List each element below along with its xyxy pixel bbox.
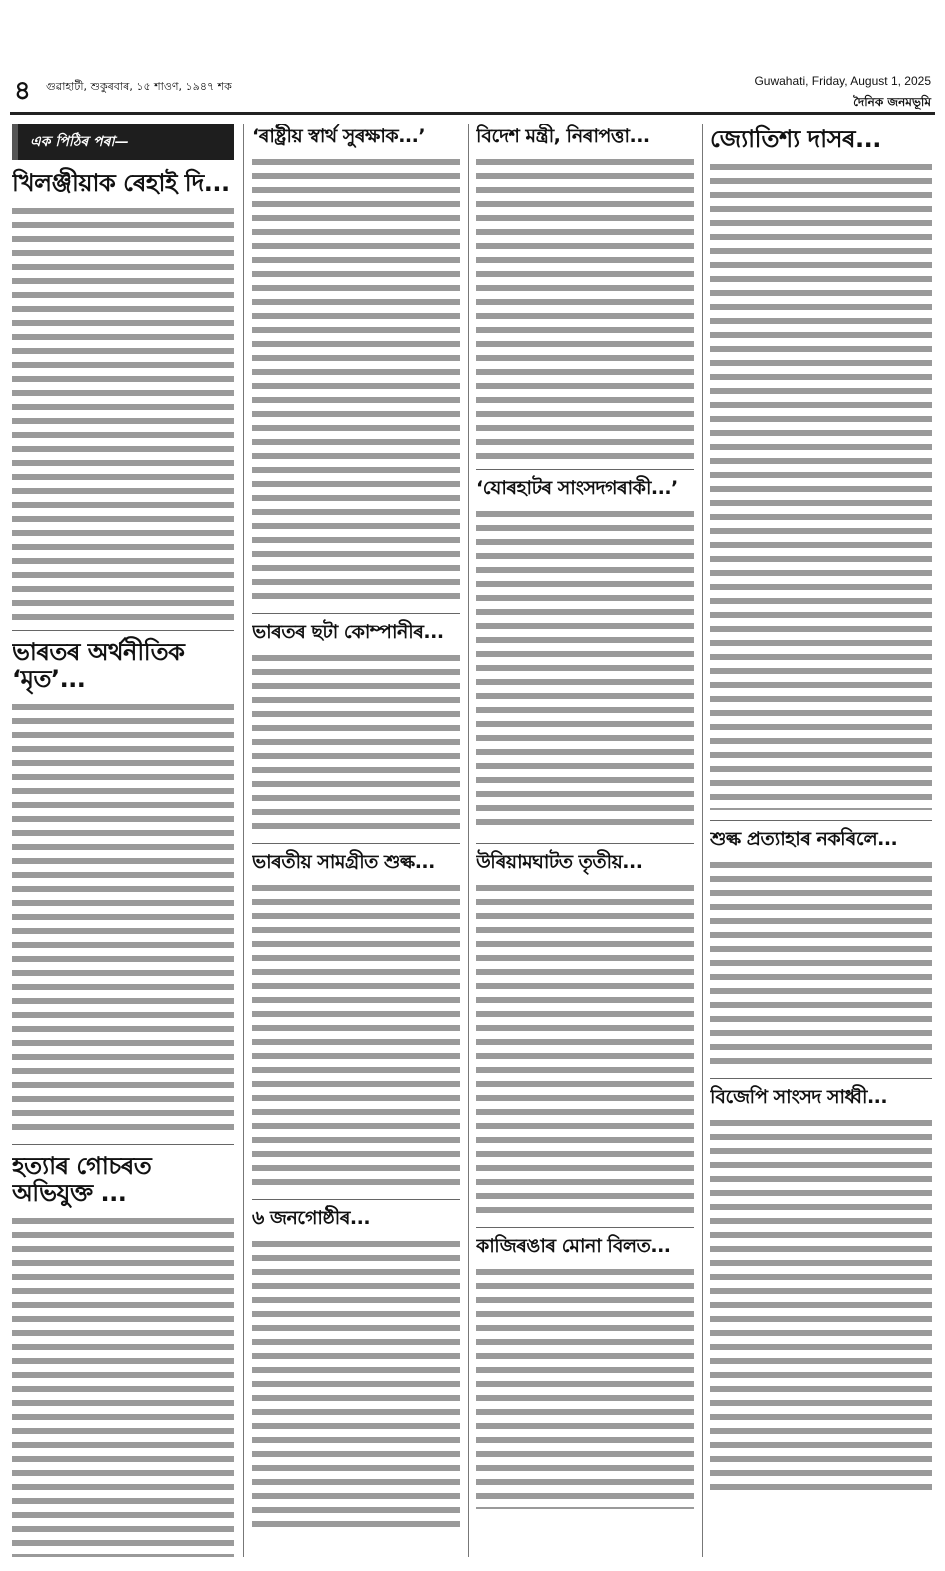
headline-bjp-mp-sadhvi: বিজেপি সাংসদ সাধ্বী... xyxy=(710,1086,888,1109)
page-number: ৪ xyxy=(14,76,31,105)
headline-jyotishya-das: জ্যোতিশ্য দাসৰ... xyxy=(710,125,881,153)
headline-tariff-withdrawal: শুল্ক প্ৰত্যাহাৰ নকৰিলে... xyxy=(710,828,898,851)
page-header xyxy=(0,0,945,120)
headline-khilonjiya: খিলঞ্জীয়াক ৰেহাই দি... xyxy=(12,169,230,197)
column-3 xyxy=(476,124,694,1557)
article-body xyxy=(710,1116,932,1496)
divider xyxy=(710,820,932,821)
column-4 xyxy=(710,124,932,1557)
divider xyxy=(476,469,694,470)
column-rule xyxy=(243,124,244,1557)
headline-uriamghat: উৰিয়ামঘাটত তৃতীয়... xyxy=(476,850,643,873)
article-body xyxy=(252,155,460,603)
article-body xyxy=(476,155,694,459)
column-2 xyxy=(252,124,460,1557)
headline-kaziranga-mona-bil: কাজিৰঙাৰ মোনা বিলত... xyxy=(476,1234,671,1257)
continuation-banner: এক পিঠিৰ পৰা— xyxy=(12,124,234,160)
divider xyxy=(710,1078,932,1079)
headline-national-interest: ‘ৰাষ্ট্ৰীয় স্বাৰ্থ সুৰক্ষাক...’ xyxy=(252,125,426,147)
article-body xyxy=(252,1237,460,1531)
article-body xyxy=(12,1214,234,1557)
article-body xyxy=(12,700,234,1134)
article-body xyxy=(476,881,694,1217)
divider xyxy=(252,843,460,844)
divider xyxy=(476,1227,694,1228)
headline-indian-goods-tariff: ভাৰতীয় সামগ্ৰীত শুল্ক... xyxy=(252,850,435,873)
divider xyxy=(12,1144,234,1145)
date-line-english: Guwahati, Friday, August 1, 2025 xyxy=(754,74,931,88)
newspaper-name: দৈনিক জনমভূমি xyxy=(853,95,931,109)
column-rule xyxy=(702,124,703,1557)
article-body xyxy=(710,858,932,1068)
article-body xyxy=(252,881,460,1189)
article-body xyxy=(710,160,932,810)
headline-six-communities: ৬ জনগোষ্ঠীৰ... xyxy=(252,1206,371,1229)
header-rule xyxy=(10,112,935,115)
divider xyxy=(12,630,234,631)
divider xyxy=(252,1199,460,1200)
date-line-assamese: গুৱাহাটী, শুকুৰবাৰ, ১৫ শাওণ, ১৯৪৭ শক xyxy=(46,80,232,93)
headline-foreign-minister: বিদেশ মন্ত্ৰী, নিৰাপত্তা... xyxy=(476,125,650,147)
column-rule xyxy=(468,124,469,1557)
headline-indian-economy: ভাৰতৰ অৰ্থনীতিক ‘মৃত’... xyxy=(12,638,185,693)
column-1 xyxy=(12,124,234,1557)
article-body xyxy=(252,651,460,833)
divider xyxy=(476,843,694,844)
headline-jorhat-mp: ‘যোৰহাটৰ সাংসদগৰাকী...’ xyxy=(476,476,678,499)
headline-six-companies: ভাৰতৰ ছটা কোম্পানীৰ... xyxy=(252,620,444,643)
article-body xyxy=(12,204,234,620)
headline-murder-case: হত্যাৰ গোচৰত অভিযুক্ত ... xyxy=(12,1152,152,1207)
article-body xyxy=(476,507,694,833)
divider xyxy=(252,613,460,614)
article-body xyxy=(476,1265,694,1509)
